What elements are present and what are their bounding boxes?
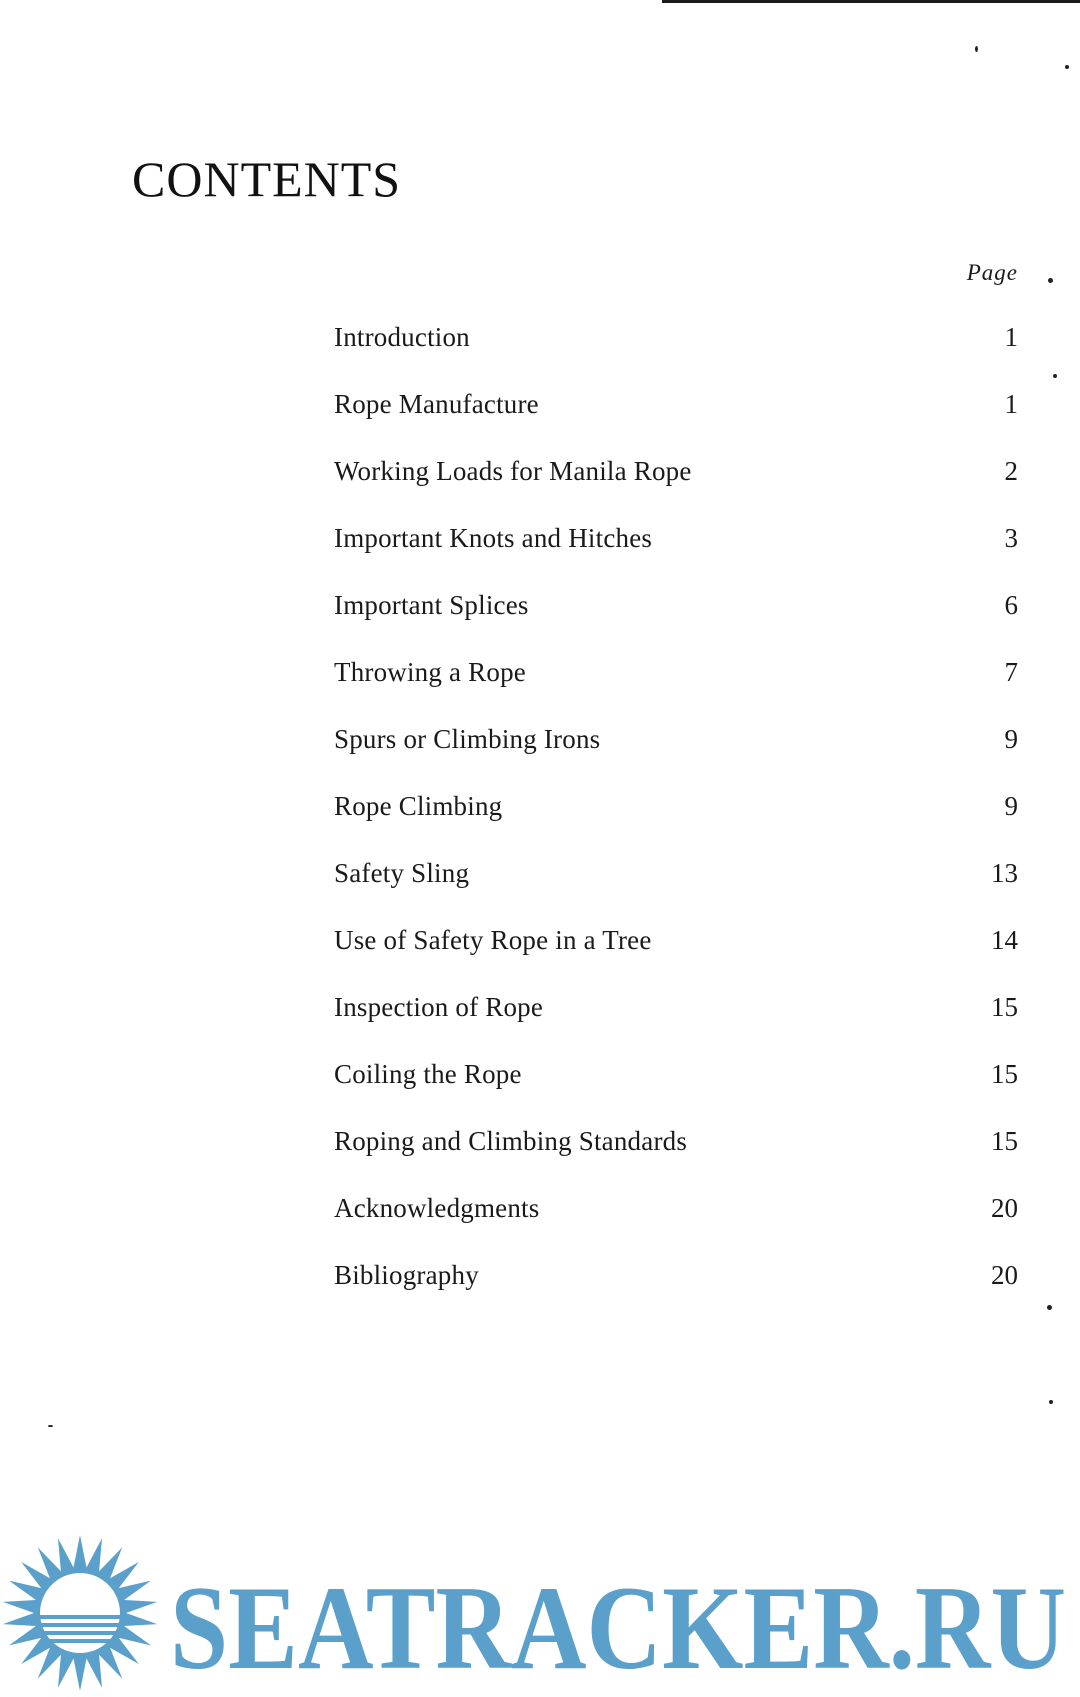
- scan-speck: [48, 1425, 53, 1427]
- toc-entry-title: Coiling the Rope: [334, 1059, 522, 1089]
- toc-entry-title: Rope Manufacture: [334, 389, 539, 419]
- toc-entry[interactable]: [334, 724, 1018, 791]
- toc-entry-title: Rope Climbing: [334, 791, 503, 821]
- toc-entry-page: 3: [1004, 523, 1018, 553]
- sun-horizon: [40, 1623, 120, 1627]
- scan-speck: [1047, 1305, 1052, 1310]
- toc-entry[interactable]: [334, 1260, 1018, 1327]
- toc-entry[interactable]: [334, 389, 1018, 456]
- toc-entry[interactable]: [334, 791, 1018, 858]
- toc-entry-page: 15: [991, 1126, 1018, 1156]
- toc-entry[interactable]: [334, 1059, 1018, 1126]
- sun-horizon: [40, 1631, 120, 1635]
- toc-entry[interactable]: [334, 1193, 1018, 1260]
- toc-entry-title: Safety Sling: [334, 858, 470, 888]
- scan-speck: [975, 46, 978, 52]
- toc-entry[interactable]: [334, 523, 1018, 590]
- toc-entry-title: Inspection of Rope: [334, 992, 544, 1022]
- toc-entry-title: Throwing a Rope: [334, 657, 526, 687]
- toc-entry-title: Bibliography: [334, 1260, 479, 1290]
- toc-entry-page: 1: [1004, 322, 1018, 352]
- toc-entry-title: Introduction: [334, 322, 470, 352]
- top-rule: [662, 0, 1080, 3]
- toc-entry-title: Roping and Climbing Standards: [334, 1126, 688, 1156]
- scan-speck: [1065, 65, 1069, 69]
- toc-entry-page: 9: [1004, 791, 1018, 821]
- watermark-graphic: [0, 1525, 1080, 1697]
- toc-entry-page: 7: [1004, 657, 1018, 687]
- toc-entry-title: Spurs or Climbing Irons: [334, 724, 601, 754]
- toc-entry[interactable]: [334, 858, 1018, 925]
- toc-entry[interactable]: [334, 1126, 1018, 1193]
- toc-entry-page: 20: [991, 1260, 1018, 1290]
- page-column-header: Page: [966, 260, 1018, 285]
- toc-entry-page: 15: [991, 1059, 1018, 1089]
- toc-entry-page: 9: [1004, 724, 1018, 754]
- toc-entry-page: 2: [1004, 456, 1018, 486]
- toc-entry[interactable]: [334, 590, 1018, 657]
- sun-horizon: [40, 1615, 120, 1619]
- sun-icon: [3, 1535, 157, 1691]
- toc-entry-page: 14: [991, 925, 1018, 955]
- toc-entry-page: 1: [1004, 389, 1018, 419]
- toc-entry[interactable]: [334, 925, 1018, 992]
- toc-entry[interactable]: [334, 992, 1018, 1059]
- toc-entry-title: Use of Safety Rope in a Tree: [334, 925, 652, 955]
- watermark: [0, 1525, 1080, 1697]
- toc-entry-page: 13: [991, 858, 1018, 888]
- toc-entry-title: Working Loads for Manila Rope: [334, 456, 692, 486]
- toc-entry-title: Acknowledgments: [334, 1193, 540, 1223]
- watermark-text: SEATRACKER.RU: [170, 1561, 1066, 1694]
- toc-entry[interactable]: [334, 456, 1018, 523]
- sun-horizon: [40, 1639, 120, 1643]
- toc-entry[interactable]: [334, 322, 1018, 389]
- toc-entry-title: Important Knots and Hitches: [334, 523, 653, 553]
- toc-entry-title: Important Splices: [334, 590, 529, 620]
- toc-entry-page: 15: [991, 992, 1018, 1022]
- toc-entry[interactable]: [334, 657, 1018, 724]
- page-title: CONTENTS: [132, 151, 402, 207]
- scan-speck: [1049, 1400, 1053, 1404]
- scan-speck: [1053, 374, 1057, 378]
- scan-speck: [1048, 278, 1053, 283]
- toc-entry-page: 6: [1004, 590, 1018, 620]
- toc-entry-page: 20: [991, 1193, 1018, 1223]
- table-of-contents: [334, 322, 1018, 1327]
